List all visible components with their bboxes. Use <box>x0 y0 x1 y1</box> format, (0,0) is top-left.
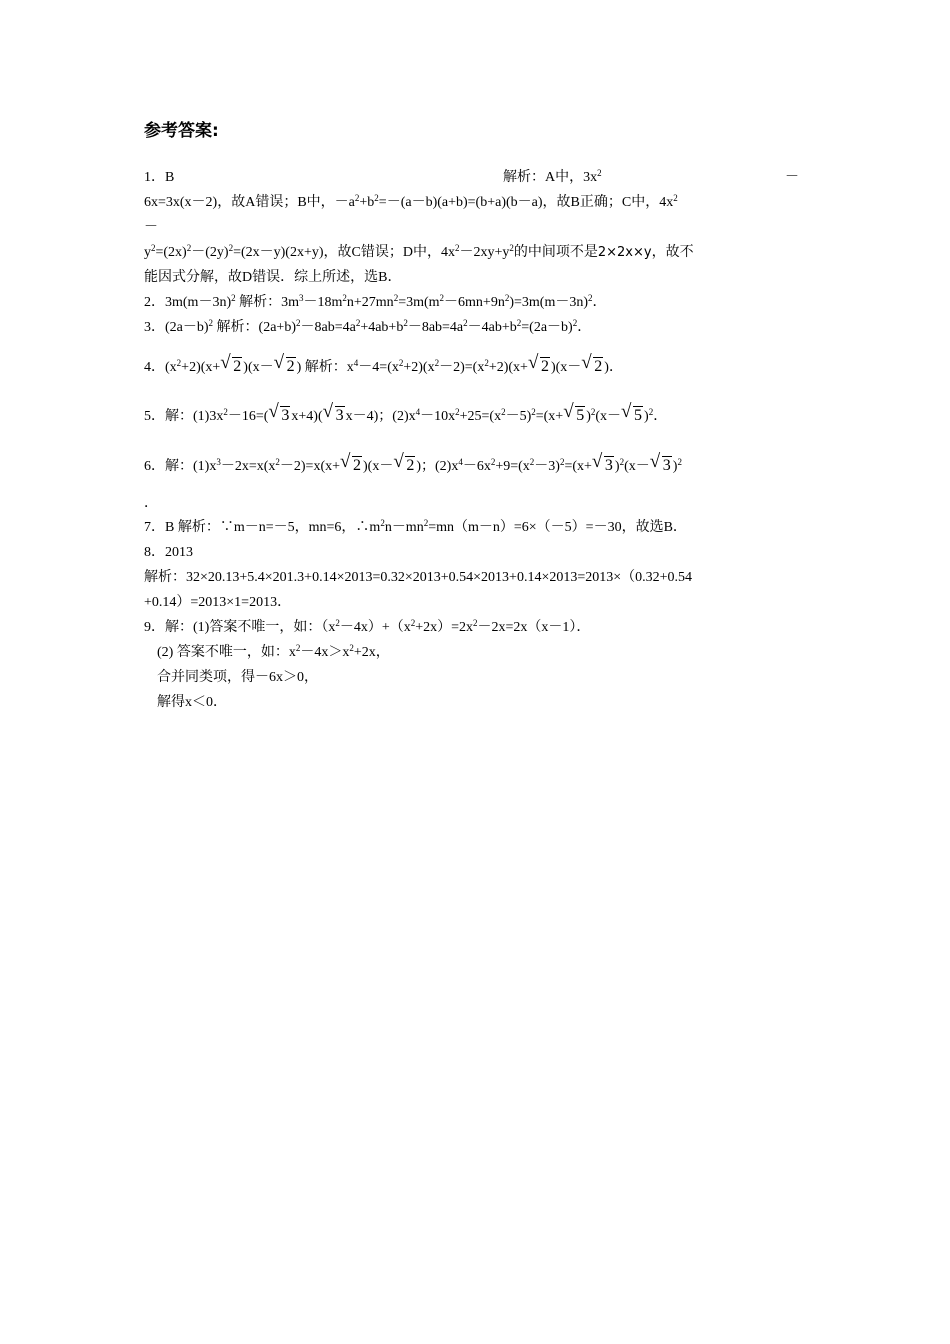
q1-analysis-start: 解析：A中，$3x^2$ <box>503 168 602 185</box>
q1-answer: 1．B <box>144 170 175 185</box>
sqrt-2: √ 2 <box>582 357 603 378</box>
q7-line: 7．B 解析：∵m－n=－5，mn=6，$\therefore m^2n-mn^2=mn(m-n)=6\times(-5)=-30$，故选B． <box>144 518 687 535</box>
q4-line: 4．$(x^2+2)(x+√$ 2 )(x－√ 2 ) 解析：$x^4-4=(x^2+2)(x^2-2)=(x^2+2)(x+√$ 2 )(x－√ 2 )． <box>144 357 623 378</box>
q1-line-5: 能因式分解，故D错误．综上所述，选B． <box>144 270 402 285</box>
sqrt-3: √ 3 <box>593 456 614 477</box>
q3-line: 3．$(2a-b)^2$ 解析：$(2a+b)^2-8ab=4a^2+4ab+b^2-8ab=4a^2-4ab+b^2=(2a-b)^2$． <box>144 318 592 335</box>
q1-line-4: $y^2=(2x)^2-(2y)^2=(2x-y)(2x+y)$，故C错误；D中，$4x^2-2xy+y^2$的中间项不是2×2x×y，故不 <box>144 243 694 260</box>
sqrt-5: √ 5 <box>564 406 585 427</box>
q1-line-3: － <box>144 220 158 235</box>
q6-end-dot: ． <box>144 496 158 511</box>
sqrt-2: √ 2 <box>275 357 296 378</box>
q9-part-2: (2) 答案不唯一，如：$x^2-4x>x^2+2x$， <box>157 643 390 660</box>
sqrt-2: √ 2 <box>394 456 415 477</box>
q9-step-solve: 解得x＜0． <box>157 695 227 710</box>
q8-analysis-cont: +0.14）=2013×1=2013． <box>144 595 292 610</box>
q9-part-1: 9．解：(1)答案不唯一，如：$(x^2-4x)+(x^2+2x)=2x^2-2x=2x(x-1)$． <box>144 618 591 635</box>
page-title: 参考答案: <box>144 121 219 141</box>
sqrt-3: √ 3 <box>269 406 290 427</box>
q9-step-combine: 合并同类项，得－6x＞0， <box>157 670 318 685</box>
q6-line: 6．解：$(1)x^3-2x=x(x^2-2)=x(x+√$ 2 )(x－√ 2 )；$(2)x^4-6x^2+9=(x^2-3)^2=(x+√$ 3 )$^2$(x－√ 3 )$^2$ <box>144 456 682 477</box>
sqrt-5: √ 5 <box>622 406 643 427</box>
sqrt-2: √ 2 <box>341 456 362 477</box>
q5-line: 5．解：$(1)3x^2-16=(√$ 3 x+4)(√ 3 x－4)；$(2)x^4-10x^2+25=(x^2-5)^2=(x+√$ 5 )$^2$(x－√ 5 )$^2$． <box>144 406 667 427</box>
q1-line-2: 6x=3x(x－2)，故A错误；B中，$-a^2+b^2=-(a-b)(a+b)=(b+a)(b-a)$，故B正确；C中，$4x^2$ <box>144 193 678 210</box>
q8-answer: 8．2013 <box>144 545 193 560</box>
q2-line: 2．$3m(m-3n)^2$ 解析：$3m^3-18m^2n+27mn^2=3m(m^2-6mn+9n^2)=3m(m-3n)^2$． <box>144 293 607 310</box>
q8-analysis: 解析：32×20.13+5.4×201.3+0.14×2013=0.32×2013+0.54×2013+0.14×2013=2013×（0.32+0.54 <box>144 570 693 585</box>
q1-dash: － <box>785 170 799 185</box>
sqrt-2: √ 2 <box>529 357 550 378</box>
sqrt-2: √ 2 <box>221 357 242 378</box>
sqrt-3: √ 3 <box>324 406 345 427</box>
sqrt-3: √ 3 <box>651 456 672 477</box>
